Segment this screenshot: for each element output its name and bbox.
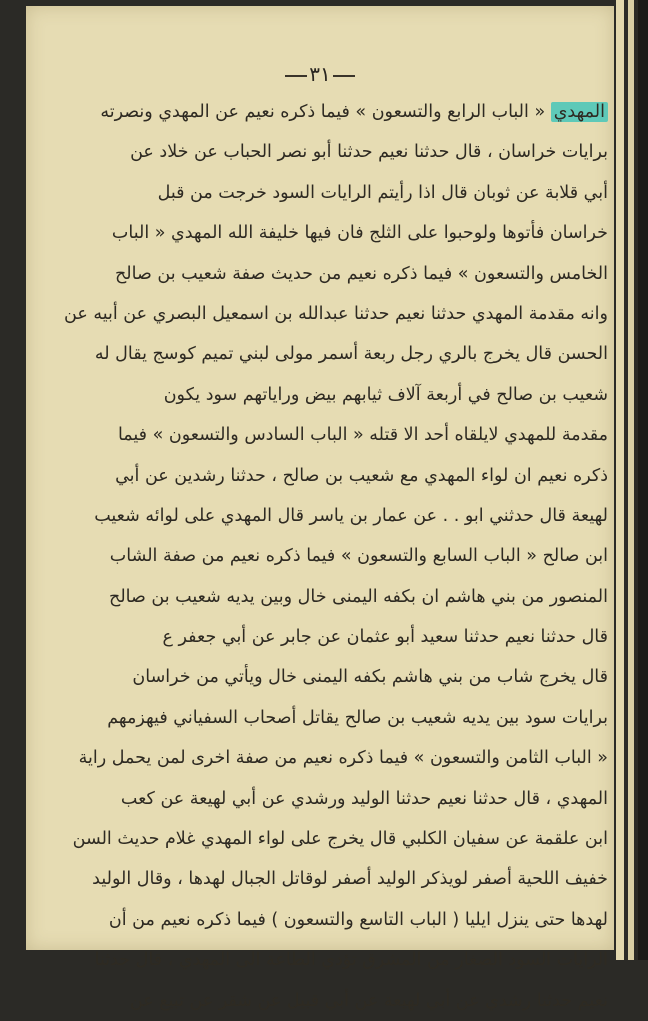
text-line: شعيب بن صالح في أربعة آلاف ثيابهم بيض وراياتهم سود يكون bbox=[163, 384, 608, 405]
highlighted-word[interactable]: المهدي bbox=[551, 102, 608, 122]
page-body bbox=[40, 92, 608, 1021]
text-line: قال يخرج شاب من بني هاشم بكفه اليمنى خال ويأتي من خراسان bbox=[132, 667, 608, 688]
text-line: برايات سود بين يديه شعيب بن صالح يقاتل أصحاب السفياني فيهزمهم bbox=[107, 707, 608, 728]
text-line: الخامس والتسعون » فيما ذكره نعيم من حديث صفة شعيب بن صالح bbox=[115, 263, 608, 284]
page-number-dash-left bbox=[285, 75, 307, 77]
text-line: الحسن قال يخرج بالري رجل ربعة أسمر مولى لبني تميم كوسج يقال له bbox=[94, 344, 608, 365]
text-line: المهدي ، قال حدثنا نعيم حدثنا الوليد ورشدي عن أبي لهيعة عن كعب bbox=[120, 788, 608, 809]
text-line bbox=[40, 92, 608, 132]
text-line: أبي قلابة عن ثوبان قال اذا رأيتم الرايات السود خرجت من قبل bbox=[157, 182, 608, 203]
text-line-content: « الباب الرابع والتسعون » فيما ذكره نعيم عن المهدي ونصرته bbox=[100, 102, 546, 122]
page-edge bbox=[628, 0, 634, 960]
text-line: لهيعة قال حدثني ابو . . عن عمار بن ياسر قال المهدي على لوائه شعيب bbox=[94, 505, 608, 526]
text-line: خفيف اللحية أصفر لويذكر الوليد أصفر لوقاتل الجبال لهدها ، وقال الوليد bbox=[92, 869, 608, 890]
text-line: ابن صالح « الباب السابع والتسعون » فيما ذكره نعيم من صفة الشاب bbox=[109, 546, 608, 567]
text-line: قال حدثنا نعيم حدثنا سعيد أبو عثمان عن جابر عن أبي جعفر ع bbox=[162, 627, 608, 648]
text-line: ذكره نعيم ان لواء المهدي مع شعيب بن صالح ، حدثنا رشدين عن أبي bbox=[115, 465, 608, 486]
book-page bbox=[26, 6, 614, 1011]
text-line: الرايات السود الصغار من المشرق تؤدي الطاعة الى المهدي ، قال حدثنا bbox=[94, 950, 608, 971]
text-line: وانه مقدمة المهدي حدثنا نعيم حدثنا عبدالله بن اسمعيل البصري عن أبيه عن bbox=[64, 303, 608, 324]
text-line: مقدمة للمهدي لايلقاه أحد الا قتله « الباب السادس والتسعون » فيما bbox=[117, 425, 608, 446]
page-number-dash-right bbox=[333, 75, 355, 77]
page-number bbox=[26, 62, 614, 86]
text-line: « الباب الثامن والتسعون » فيما ذكره نعيم من صفة اخرى لمن يحمل راية bbox=[78, 748, 608, 769]
text-line: خراسان فأتوها ولوحبوا على الثلج فان فيها خليفة الله المهدي « الباب bbox=[111, 223, 608, 244]
page-edge bbox=[616, 0, 624, 960]
page-number-text: ٣١ bbox=[309, 62, 331, 86]
text-line: نعيم حدثنا رشدي عن أبي لهيعة عن أبي قبيل عن شقر عن تبيع عن bbox=[129, 990, 608, 1011]
scan-border bbox=[638, 0, 648, 960]
text-line: لهدها حتى ينزل ايليا ( الباب التاسع والتسعون ) فيما ذكره نعيم من أن bbox=[108, 909, 608, 930]
text-line: المنصور من بني هاشم ان بكفه اليمنى خال وبين يديه شعيب بن صالح bbox=[109, 586, 608, 607]
text-line: برايات خراسان ، قال حدثنا نعيم حدثنا أبو نصر الحباب عن خلاد عن bbox=[130, 142, 608, 163]
text-line: ابن علقمة عن سفيان الكلبي قال يخرج على لواء المهدي غلام حديث السن bbox=[72, 829, 608, 850]
